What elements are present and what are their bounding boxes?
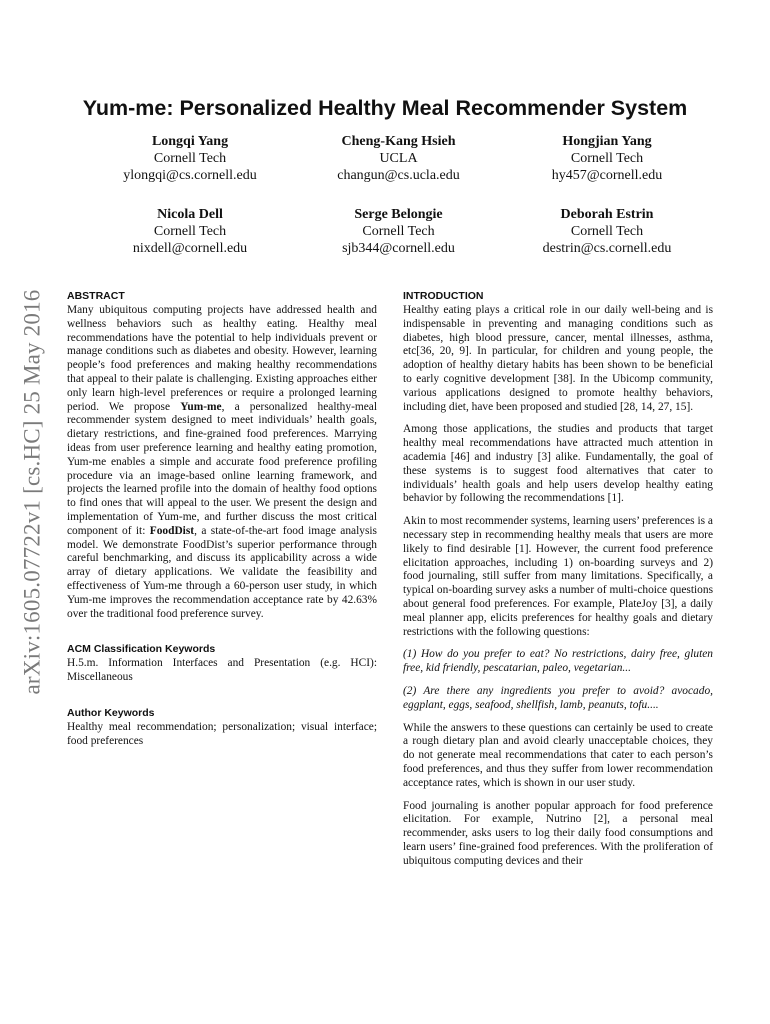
author-affiliation: Cornell Tech [570,224,644,239]
author-affiliation: Cornell Tech [153,224,227,239]
author-row-1 [86,133,711,184]
intro-paragraph-2: Among those applications, the studies and products that target healthy meal recommendations have attracted much attention in academia [46] and industry [3] alike. Fundamentally, the goal of these systems is to suggest food alternatives that cater to individuals’ health goals and help users develop healthy eating behavior by following the recommendations [1]. [403,423,713,505]
acm-heading: ACM Classification Keywords [67,643,216,656]
abstract-text-b: , a personalized healthy-meal recommender system designed to meet individuals’ health goals, dietary restrictions, and fine-grained food preferences. Marrying ideas from user preference learning and healthy eating promotion, Yum-me enables a simple and accurate food preference profiling procedure via an image-based online learning framework, and projects the learned profile into the domain of healthy food options to find ones that will appeal to the user. We present the design and implementation of Yum-me, and further discuss the most critical component of it: [67,400,377,537]
author-email: nixdell@cornell.edu [132,241,248,256]
author-email: destrin@cs.cornell.edu [542,241,672,256]
arxiv-id: arXiv:1605.07722v1 [cs.HC] 25 May 2016 [19,289,45,695]
author-block [86,206,294,257]
author-affiliation: Cornell Tech [570,151,644,166]
acm-text: H.5.m. Information Interfaces and Presentation (e.g. HCI): Miscellaneous [67,657,377,684]
system-name: Yum-me [180,400,222,413]
author-email: sjb344@cornell.edu [342,241,455,256]
abstract-text [67,304,377,621]
paper-title: Yum-me: Personalized Healthy Meal Recommender System [82,96,688,120]
author-block [86,133,294,184]
author-block [503,206,711,257]
author-row-2 [86,206,711,257]
intro-heading: INTRODUCTION [403,290,484,302]
arxiv-sidebar [12,262,52,722]
keywords-heading: Author Keywords [67,706,155,719]
author-name: Longqi Yang [151,134,229,149]
left-column [67,290,377,749]
abstract-text-a: Many ubiquitous computing projects have addressed health and wellness behaviors such as healthy eating. Healthy meal recommendations have the potential to help individuals prevent or manage conditions such as diabetes and obesity. However, learning people’s food preferences and making healthy recommendations that appeal to their palate is challenging. Existing approaches either only learn high-level preferences or require a prolonged learning period. We propose [67,304,377,413]
author-email: ylongqi@cs.cornell.edu [123,168,257,183]
keywords-text: Healthy meal recommendation; personalization; visual interface; food preferences [67,720,377,747]
author-name: Serge Belongie [354,207,443,222]
author-name: Hongjian Yang [562,134,652,149]
author-name: Deborah Estrin [560,207,654,222]
survey-question-1: (1) How do you prefer to eat? No restrictions, dairy free, gluten free, kid friendly, pescatarian, paleo, vegetarian... [403,648,713,675]
author-email: hy457@cornell.edu [551,168,663,183]
intro-paragraph-5: Food journaling is another popular approach for food preference elicitation. For example, Nutrino [2], a personal meal recommender, asks users to log their daily food consumptions and learn users’ fine-grained food preferences. With the proliferation of ubiquitous computing devices and their [403,799,713,867]
author-affiliation: Cornell Tech [153,151,227,166]
author-name: Cheng-Kang Hsieh [341,134,456,149]
author-affiliation: UCLA [379,151,418,166]
intro-paragraph-3: Akin to most recommender systems, learning users’ preferences is a necessary step in recommending healthy meals that users are more likely to find desirable [1]. However, the current food preference elicitation approaches, including 1) on-boarding surveys and 2) food journaling, still suffer from many limitations. Specifically, a typical on-boarding survey asks a number of multi-choice questions about general food preferences. For example, PlateJoy [3], a daily meal planner app, elicits preferences for healthy goals and dietary restrictions with the following questions: [403,515,713,638]
intro-paragraph-4: While the answers to these questions can certainly be used to create a rough dietary plan and avoid clearly unacceptable choices, they do not generate meal recommendations that cater to each person’s food preferences, and thus they suffer from lower recommendation acceptance rates, which is shown in our user study. [403,721,713,789]
abstract-heading: ABSTRACT [67,290,125,302]
intro-paragraph-1: Healthy eating plays a critical role in our daily well-being and is indispensable in preventing and managing conditions such as diabetes, high blood pressure, cancer, mental illnesses, asthma, etc[36, 20, 9]. In particular, for children and young people, the adoption of healthy dietary habits has been shown to be beneficial to early cognitive development [38]. In the Ubicomp community, various applications designed to promote healthy behaviors, including diet, have been proposed and studied [28, 14, 27, 15]. [403,304,713,413]
author-affiliation: Cornell Tech [362,224,435,239]
author-email: changun@cs.ucla.edu [337,168,460,183]
survey-question-2: (2) Are there any ingredients you prefer to avoid? avocado, eggplant, eggs, seafood, shellfish, lamb, peanuts, tofu.... [403,684,713,711]
right-column [403,290,713,868]
model-name: FoodDist [149,524,195,537]
author-block [503,133,711,184]
author-name: Nicola Dell [157,207,223,222]
author-block [295,206,503,257]
abstract-text-c: , a state-of-the-art food image analysis model. We demonstrate FoodDist’s superior performance through careful benchmarking, and discuss its applicability across a wide array of dietary applications. We validate the feasibility and effectiveness of Yum-me through a 60-person user study, in which Yum-me improves the recommendation acceptance rate by 42.63% over the traditional food preference survey. [67,524,377,620]
author-block [295,133,503,184]
